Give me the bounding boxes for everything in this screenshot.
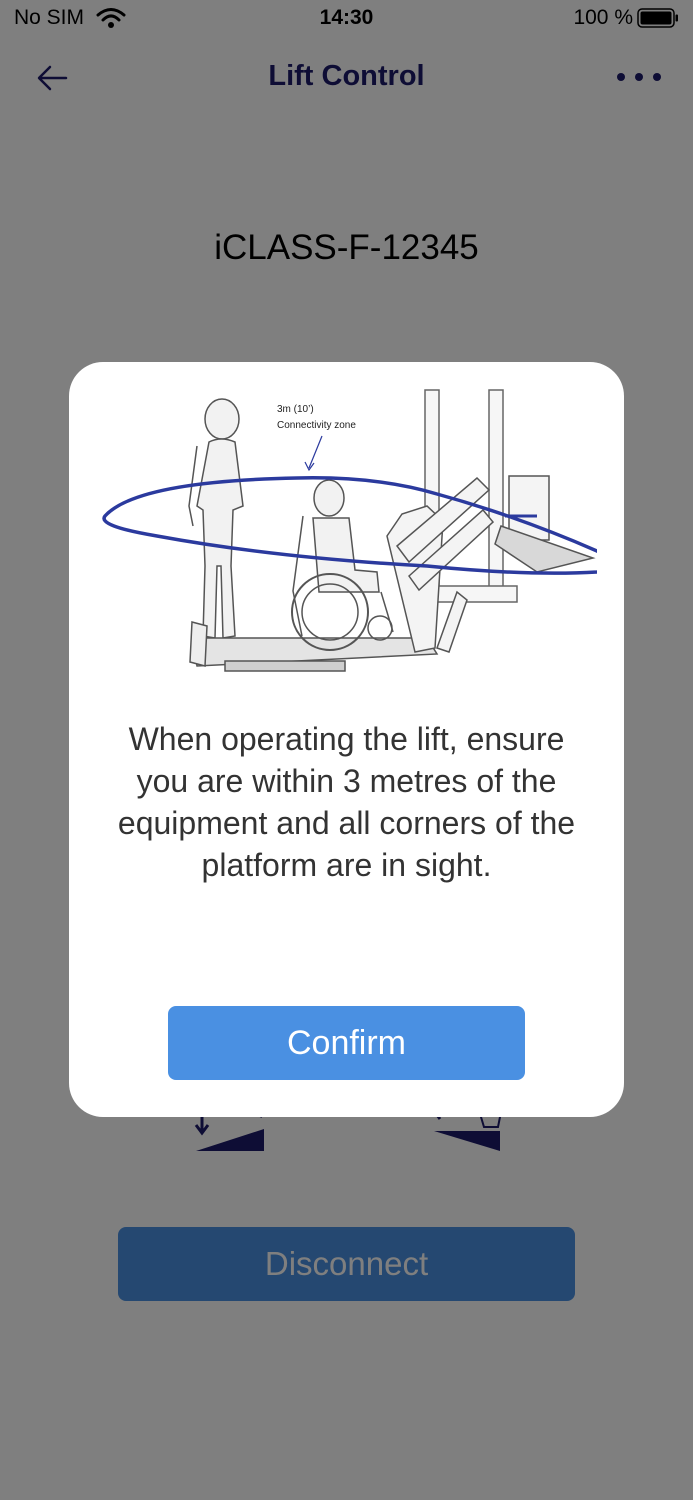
safety-message: When operating the lift, ensure you are within 3 metres of the equipment and all corners of the platform are in sight. bbox=[117, 721, 576, 883]
zone-distance-label: 3m (10’) bbox=[277, 404, 314, 415]
lift-illustration bbox=[97, 386, 597, 676]
standing-person-figure bbox=[189, 399, 243, 638]
safety-modal bbox=[69, 362, 624, 1117]
confirm-button[interactable]: Confirm bbox=[168, 1006, 525, 1080]
zone-annotation bbox=[277, 404, 356, 470]
wheelchair-user-figure bbox=[292, 480, 393, 650]
zone-caption-label: Connectivity zone bbox=[277, 420, 356, 431]
